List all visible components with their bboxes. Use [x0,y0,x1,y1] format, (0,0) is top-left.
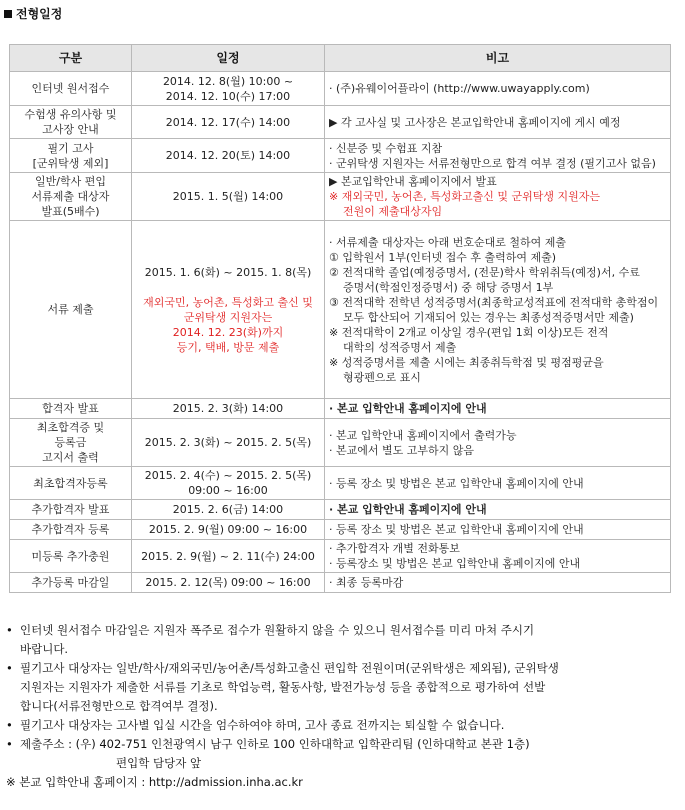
note-item [6,621,678,659]
remarks-cell [325,106,671,139]
header-row [10,45,671,72]
schedule-cell [132,72,325,106]
remarks-cell [325,72,671,106]
category-text: 등록금 [54,436,87,449]
remark-text: ▶ 본교입학안내 홈페이지에서 발표 [329,175,497,188]
remarks-cell [325,173,671,221]
remark-text: · 신분증 및 수험표 지참 [329,141,443,155]
category-cell [10,106,132,139]
remark-text: 전원이 제출대상자임 [343,205,443,218]
table-row [10,540,671,573]
remarks-cell [325,419,671,467]
remark-text: · 본교 입학안내 홈페이지에 안내 [329,402,487,415]
note-text: 제출주소 : (우) 402-751 인천광역시 남구 인하로 100 인하대학교 입학관리팀 (인하대학교 본관 1층) [20,737,530,751]
table-row [10,520,671,540]
bullet-icon: • [6,623,13,637]
remarks-cell [325,540,671,573]
schedule-text: 2015. 1. 5(월) 14:00 [172,190,284,203]
category-text: 고지서 출력 [42,451,99,464]
category-text: 추가등록 마감일 [31,576,110,589]
category-text: 고사장 안내 [42,123,99,136]
schedule-table [9,44,671,593]
homepage-link[interactable]: ※ 본교 입학안내 홈페이지 : http://admission.inha.ac.kr [6,775,303,789]
table-row [10,221,671,399]
category-text: 합격자 발표 [42,402,99,415]
remark-text: ③ 전적대학 전학년 성적증명서(최종학교성적표에 전적대학 총학점이 [329,295,659,309]
schedule-note-text: 등기, 택배, 방문 제출 [176,340,280,354]
category-text: 인터넷 원서접수 [31,82,110,95]
header-schedule: 일정 [132,45,325,72]
remark-text: 대학의 성적증명서 제출 [343,340,457,354]
category-cell [10,467,132,500]
remark-text: ※ 재외국민, 농어촌, 특성화고출신 및 군위탁생 지원자는 [329,190,600,203]
remark-text: · 본교 입학안내 홈페이지에 안내 [329,503,487,516]
note-text: 인터넷 원서접수 마감일은 지원자 폭주로 접수가 원활하지 않을 수 있으니 원서접수를 미리 마쳐 주시기 [20,623,535,637]
category-cell [10,221,132,399]
category-text: 최초합격자등록 [33,476,108,490]
table-row [10,399,671,419]
remark-text: ② 전적대학 졸업(예정증명서, (전문)학사 학위취득(예정)서, 수료 [329,265,640,279]
section-title: 전형일정 [4,5,62,22]
category-text: [군위탁생 제외] [32,156,109,170]
remarks-cell [325,399,671,419]
category-text: 최초합격증 및 [36,421,105,434]
note-text: 바랍니다. [20,642,69,656]
schedule-cell [132,399,325,419]
schedule-text: 2015. 2. 3(화) ~ 2015. 2. 5(목) [144,436,312,449]
remark-text: · (주)유웨이어플라이 (http://www.uwayapply.com) [329,82,590,95]
schedule-text: 2014. 12. 10(수) 17:00 [165,89,291,103]
category-cell [10,573,132,593]
category-text: 서류 제출 [47,303,94,316]
category-cell [10,540,132,573]
category-cell [10,72,132,106]
remark-text: · 본교에서 별도 고부하지 않음 [329,443,474,457]
schedule-body [10,72,671,593]
category-cell [10,399,132,419]
schedule-cell [132,106,325,139]
table-row [10,573,671,593]
category-text: 추가합격자 등록 [31,523,110,536]
remark-text: ① 입학원서 1부(인터넷 접수 후 출력하여 제출) [329,250,557,264]
schedule-text: 2014. 12. 20(토) 14:00 [165,149,291,162]
schedule-cell [132,139,325,173]
schedule-text: 2014. 12. 8(월) 10:00 ~ [162,74,294,88]
header-remarks: 비고 [325,45,671,72]
remarks-cell [325,500,671,520]
remarks-cell [325,139,671,173]
table-row [10,467,671,500]
category-cell [10,173,132,221]
schedule-cell [132,500,325,520]
remark-text: 모두 합산되어 기재되어 있는 경우는 최종성적증명서만 제출) [343,310,634,324]
schedule-cell [132,221,325,399]
table-row [10,72,671,106]
table-row [10,419,671,467]
table-row [10,139,671,173]
remark-text: · 서류제출 대상자는 아래 번호순대로 철하여 제출 [329,235,566,249]
schedule-text: 2014. 12. 17(수) 14:00 [165,115,291,129]
schedule-text: 2015. 2. 12(목) 09:00 ~ 16:00 [145,576,311,589]
schedule-cell [132,419,325,467]
category-text: 일반/학사 편입 [35,175,106,188]
category-text: 수험생 유의사항 및 [24,108,117,121]
remarks-cell [325,221,671,399]
note-item [6,735,678,773]
schedule-cell [132,173,325,221]
category-text: 발표(5배수) [41,205,100,218]
remark-text: · 본교 입학안내 홈페이지에서 출력가능 [329,428,517,442]
note-item [6,659,678,716]
schedule-text [136,280,320,295]
schedule-text: 2015. 2. 3(화) 14:00 [172,402,284,415]
category-cell [10,500,132,520]
schedule-cell [132,467,325,500]
notes-list [6,621,678,792]
schedule-cell [132,520,325,540]
category-text: 서류제출 대상자 [31,190,110,203]
schedule-note-text: 군위탁생 지원자는 [183,310,273,324]
note-text: 필기고사 대상자는 일반/학사/재외국민/농어촌/특성화고출신 편입학 전원이며(군위탁생은 제외됨), 군위탁생 [20,661,559,675]
table-row [10,106,671,139]
remark-text: 형광펜으로 표시 [343,370,421,384]
remarks-cell [325,520,671,540]
note-text: 지원자는 지원자가 제출한 서류를 기초로 학업능력, 활동사항, 발전가능성 등을 종합적으로 평가하여 선발 [20,680,546,694]
schedule-cell [132,573,325,593]
bullet-icon: • [6,737,13,751]
category-text: 추가합격자 발표 [31,503,110,516]
note-item [6,716,678,735]
note-text: 필기고사 대상자는 고사별 입실 시간을 엄수하여야 하며, 고사 종료 전까지는 퇴실할 수 없습니다. [20,718,505,732]
remark-text: 증명서(학점인정증명서) 중 해당 증명서 1부 [343,280,554,294]
remark-text: ▶ 각 고사실 및 고사장은 본교입학안내 홈페이지에 게시 예정 [329,115,621,129]
schedule-text: 2015. 2. 4(수) ~ 2015. 2. 5(목) [144,469,312,482]
schedule-text: 2015. 1. 6(화) ~ 2015. 1. 8(목) [144,265,312,279]
schedule-text: 09:00 ~ 16:00 [188,484,268,497]
schedule-cell [132,540,325,573]
square-bullet-icon [4,10,12,18]
remark-text: ※ 전적대학이 2개교 이상일 경우(편입 1회 이상)모든 전적 [329,325,609,339]
remarks-cell [325,467,671,500]
category-text: 필기 고사 [47,141,94,155]
note-subtext: 편입학 담당자 앞 [116,756,202,770]
schedule-text: 2015. 2. 6(금) 14:00 [172,503,284,516]
remark-text: ※ 성적증명서를 제출 시에는 최종취득학점 및 평점평균을 [329,355,604,369]
schedule-text: 2015. 2. 9(월) ~ 2. 11(수) 24:00 [141,549,315,563]
category-cell [10,520,132,540]
remark-text: · 군위탁생 지원자는 서류전형만으로 합격 여부 결정 (필기고사 없음) [329,156,656,170]
table-row [10,500,671,520]
remark-text: · 추가합격자 개별 전화통보 [329,542,460,555]
remarks-cell [325,573,671,593]
table-row [10,173,671,221]
bullet-icon: • [6,661,13,675]
remark-text: · 등록장소 및 방법은 본교 입학안내 홈페이지에 안내 [329,557,581,570]
header-category: 구분 [10,45,132,72]
schedule-note-text: 2014. 12. 23(화)까지 [172,325,284,339]
category-text: 미등록 추가충원 [31,549,110,563]
remark-text: · 등록 장소 및 방법은 본교 입학안내 홈페이지에 안내 [329,476,584,490]
category-cell [10,139,132,173]
schedule-note-text: 재외국민, 농어촌, 특성화고 출신 및 [143,295,313,309]
bullet-icon: • [6,718,13,732]
schedule-text: 2015. 2. 9(월) 09:00 ~ 16:00 [148,523,308,536]
remark-text: · 등록 장소 및 방법은 본교 입학안내 홈페이지에 안내 [329,523,584,536]
remark-text: · 최종 등록마감 [329,576,404,589]
category-cell [10,419,132,467]
note-text: 합니다(서류전형만으로 합격여부 결정). [20,699,218,713]
